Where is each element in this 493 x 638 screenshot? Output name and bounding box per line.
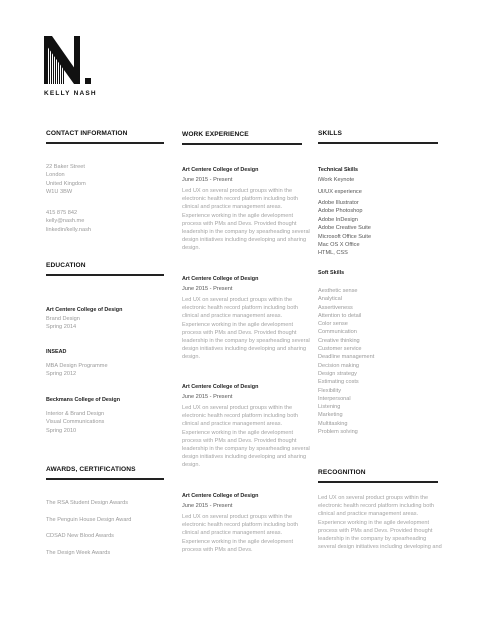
technical-skills-list: Adobe Illustrator Adobe Photoshop Adobe InDesign Adobe Creative Suite Microsoft Office Suite Mac OS X Office HTML, CSS bbox=[318, 200, 372, 257]
job-date: June 2015 - Present bbox=[182, 503, 233, 509]
contact-links bbox=[46, 209, 91, 234]
email-link[interactable]: kelly@nash.me bbox=[46, 218, 85, 225]
recognition-rule bbox=[318, 481, 438, 483]
job-description: Led UX on several product groups within the electronic health record platform including both clinical and practice management areas. Experience working in the agile development process with PMs and Devs. Provided thought leadership in the company by spearheading several design initiatives including developing and sharing design. bbox=[182, 297, 310, 361]
work-heading: WORK EXPERIENCE bbox=[182, 131, 249, 138]
soft-skills-list: Aesthetic sense Analytical Assertiveness Attention to detail Color sense Communication Creative thinking Customer service Deadline management Decision making Design strategy Estimating costs Flexibility Interpersonal Listening Marketing Multitasking Problem solving bbox=[318, 288, 375, 436]
job-company: Art Centere College of Design bbox=[182, 384, 259, 390]
phone-link[interactable]: 415 875 842 bbox=[46, 210, 78, 216]
skills-heading: SKILLS bbox=[318, 130, 343, 137]
skill-item: iWork Keynote bbox=[318, 177, 355, 183]
technical-skills-heading: Technical Skills bbox=[318, 167, 359, 173]
job-date: June 2015 - Present bbox=[182, 286, 233, 292]
logo-name: KELLY NASH bbox=[44, 90, 97, 97]
award-item: CDSAD New Blood Awards bbox=[46, 533, 114, 539]
education-details: Brand Design Spring 2014 bbox=[46, 316, 80, 331]
skills-rule bbox=[318, 142, 438, 144]
job-company: Art Centere College of Design bbox=[182, 493, 259, 499]
education-school: INSEAD bbox=[46, 349, 67, 355]
award-item: The Design Week Awards bbox=[46, 550, 111, 556]
education-school: Art Centere College of Design bbox=[46, 307, 123, 313]
contact-rule bbox=[46, 142, 164, 144]
contact-heading: CONTACT INFORMATION bbox=[46, 130, 128, 137]
award-item: The Penguin House Design Award bbox=[46, 517, 132, 523]
awards-rule bbox=[46, 478, 164, 480]
job-description: Led UX on several product groups within the electronic health record platform including both clinical and practice management areas. Experience working in the agile development process with PMs and Devs. bbox=[182, 514, 298, 553]
contact-address: 22 Baker Street London United Kingdom W1U 3BW bbox=[46, 164, 86, 196]
soft-skills-heading: Soft Skills bbox=[318, 270, 345, 276]
award-item: The RSA Student Design Awards bbox=[46, 500, 128, 506]
job-company: Art Centere College of Design bbox=[182, 167, 259, 173]
education-rule bbox=[46, 274, 164, 276]
job-date: June 2015 - Present bbox=[182, 394, 233, 400]
recognition-description: Led UX on several product groups within the electronic health record platform including both clinical and practice management areas. Experience working in the agile development process with PMs and Devs. Provided thought leadership in the company by spearheading several design initiatives including developing and bbox=[318, 495, 442, 551]
work-rule bbox=[182, 143, 302, 145]
awards-heading: AWARDS, CERTIFICATIONS bbox=[46, 466, 136, 473]
job-date: June 2015 - Present bbox=[182, 177, 233, 183]
education-details: Interior & Brand Design Visual Communications Spring 2010 bbox=[46, 411, 105, 434]
kelly-nash-logo bbox=[44, 36, 96, 84]
education-details: MBA Design Programme Spring 2012 bbox=[46, 363, 108, 378]
recognition-heading: RECOGNITION bbox=[318, 469, 366, 476]
job-description: Led UX on several product groups within the electronic health record platform including both clinical and practice management areas. Experience working in the agile development process with PMs and Devs. Provided thought leadership in the company by spearheading several design initiatives including developing and sharing design. bbox=[182, 405, 310, 469]
linkedin-link[interactable]: linkedin/kelly.nash bbox=[46, 226, 91, 233]
education-school: Beckmans College of Design bbox=[46, 397, 120, 403]
job-company: Art Centere College of Design bbox=[182, 276, 259, 282]
education-heading: EDUCATION bbox=[46, 262, 86, 269]
skill-item: UI/UX experience bbox=[318, 189, 362, 195]
job-description: Led UX on several product groups within the electronic health record platform including both clinical and practice management areas. Experience working in the agile development process with PMs and Devs. Provided thought leadership in the company by spearheading several design initiatives including developing and sharing design. bbox=[182, 188, 310, 252]
